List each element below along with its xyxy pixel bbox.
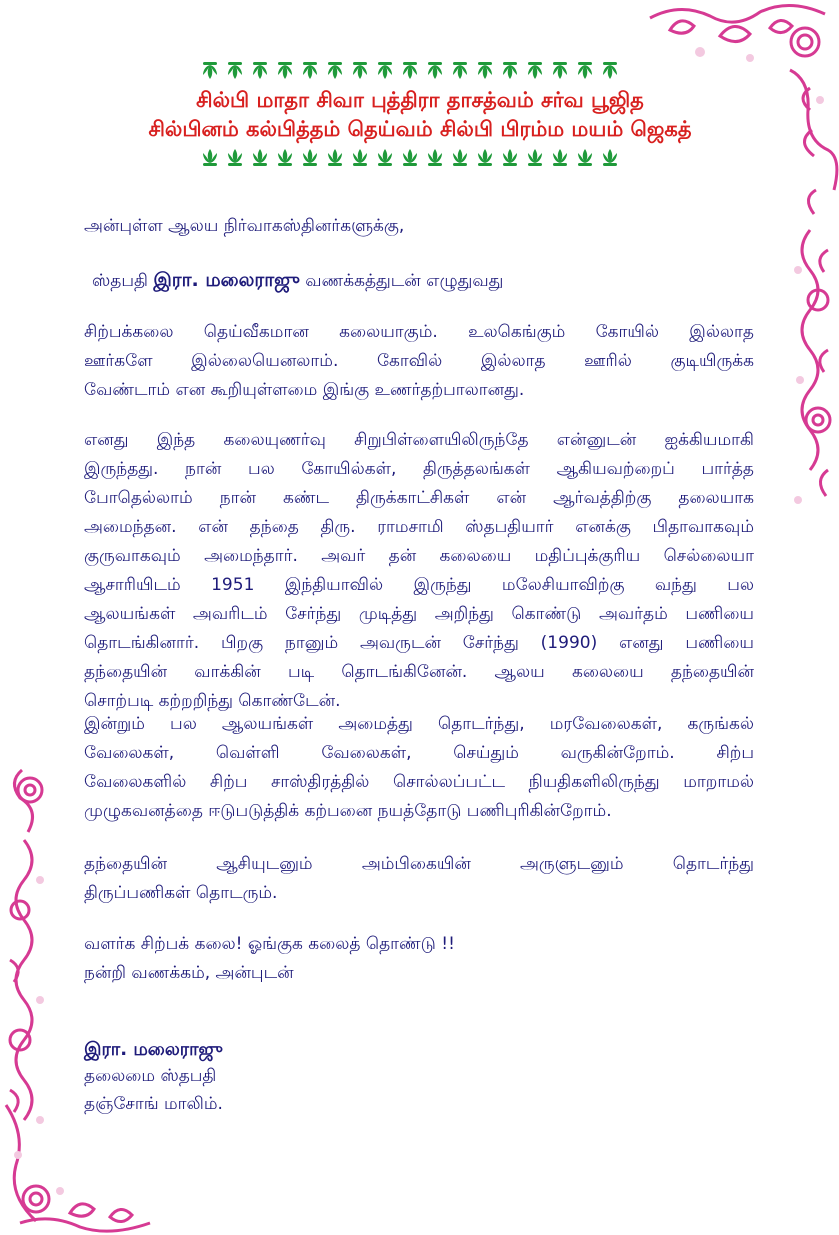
lotus-icon (375, 147, 395, 167)
lotus-icon (525, 147, 545, 167)
paragraph-3 (84, 710, 754, 826)
lotus-icon (250, 147, 270, 167)
intro-suffix: வணக்கத்துடன் எழுதுவது (305, 271, 504, 291)
paragraph-line: எனது இந்த கலையுணர்வு சிறுபிள்ளையிலிருந்தே என்னுடன் ஐக்கியமாகி (84, 430, 754, 450)
paragraph-line: அமைந்தன. என் தந்தை திரு. ராமசாமி ஸ்தபதியார் எனக்கு பிதாவாகவும் (84, 517, 754, 537)
salutation: அன்புள்ள ஆலய நிர்வாகஸ்தினர்களுக்கு, (84, 216, 405, 236)
lotus-icon (450, 147, 470, 167)
lotus-icon (375, 61, 395, 81)
lotus-border-bottom (200, 146, 620, 168)
lotus-icon (250, 61, 270, 81)
paragraph-line: சிற்பக்கலை தெய்வீகமான கலையாகும். உலகெங்கும் கோயில் இல்லாத (84, 322, 754, 342)
paragraph-line: வேலைகளில் சிற்ப சாஸ்திரத்தில் சொல்லப்பட்ட நியதிகளிலிருந்து மாறாமல் (84, 772, 754, 792)
paragraph-4 (84, 850, 754, 908)
lotus-icon (550, 147, 570, 167)
lotus-icon (350, 147, 370, 167)
lotus-icon (200, 147, 220, 167)
header-verse-line-2: சில்பினம் கல்பித்தம் தெய்வம் சில்பி பிரம்ம மயம் ஜெகத் (148, 117, 692, 141)
lotus-icon (425, 147, 445, 167)
header-verse-line-1: சில்பி மாதா சிவா புத்திரா தாசத்வம் சர்வ பூஜித (196, 88, 644, 112)
paragraph-line: ஆலயங்கள் அவரிடம் சேர்ந்து முடித்து அறிந்து கொண்டு அவர்தம் பணியை (84, 604, 754, 624)
closing-line: நன்றி வணக்கம், அன்புடன் (84, 963, 294, 983)
lotus-icon (500, 147, 520, 167)
floral-border-ornament-right (778, 0, 839, 520)
lotus-icon (275, 147, 295, 167)
intro-name: இரா. மலைராஜு (153, 269, 300, 291)
paragraph-line: தந்தையின் ஆசியுடனும் அம்பிகையின் அருளுடனும் தொடர்ந்து (84, 854, 754, 874)
lotus-icon (200, 61, 220, 81)
signature-place: தஞ்சோங் மாலிம். (84, 1094, 223, 1114)
paragraph-line: போதெல்லாம் நான் கண்ட திருக்காட்சிகள் என் ஆர்வத்திற்கு தலையாக (84, 488, 754, 508)
lotus-icon (475, 147, 495, 167)
closing-line: வளர்க சிற்பக் கலை! ஓங்குக கலைத் தொண்டு !! (84, 934, 455, 954)
paragraph-2 (84, 426, 754, 716)
lotus-icon (575, 147, 595, 167)
lotus-icon (300, 147, 320, 167)
paragraph-line: இன்றும் பல ஆலயங்கள் அமைத்து தொடர்ந்து, மரவேலைகள், கருங்கல் (84, 714, 754, 734)
closing-block (84, 930, 754, 988)
lotus-icon (425, 61, 445, 81)
paragraph-line: சொற்படி கற்றறிந்து கொண்டேன். (84, 691, 341, 711)
paragraph-1 (84, 318, 754, 405)
paragraph-line: வேண்டாம் என கூறியுள்ளமை இங்கு உணர்தற்பாலானது. (84, 380, 525, 400)
signature-title: தலைமை ஸ்தபதி (84, 1066, 217, 1086)
intro-prefix: ஸ்தபதி (92, 271, 148, 291)
lotus-icon (350, 61, 370, 81)
lotus-icon (400, 61, 420, 81)
lotus-icon (450, 61, 470, 81)
paragraph-line: முழுகவனத்தை ஈடுபடுத்திக் கற்பனை நயத்தோடு பணிபுரிகின்றோம். (84, 801, 612, 821)
lotus-icon (225, 147, 245, 167)
paragraph-line: இருந்தது. நான் பல கோயில்கள், திருத்தலங்கள் ஆகியவற்றைப் பார்த்த (84, 459, 754, 479)
lotus-icon (550, 61, 570, 81)
lotus-icon (525, 61, 545, 81)
paragraph-line: வேலைகள், வெள்ளி வேலைகள், செய்தும் வருகின்றோம். சிற்ப (84, 743, 754, 763)
lotus-icon (600, 147, 620, 167)
lotus-icon (575, 61, 595, 81)
intro-line (92, 266, 762, 296)
lotus-icon (600, 61, 620, 81)
lotus-icon (500, 61, 520, 81)
lotus-icon (400, 147, 420, 167)
lotus-icon (300, 61, 320, 81)
lotus-icon (225, 61, 245, 81)
lotus-icon (325, 147, 345, 167)
lotus-border-top (200, 60, 620, 82)
signature-name: இரா. மலைராஜு (84, 1039, 223, 1060)
lotus-icon (475, 61, 495, 81)
paragraph-line: ஊர்களே இல்லையெனலாம். கோவில் இல்லாத ஊரில் குடியிருக்க (84, 351, 754, 371)
paragraph-line: தந்தையின் வாக்கின் படி தொடங்கினேன். ஆலய கலையை தந்தையின் (84, 662, 754, 682)
paragraph-line: குருவாகவும் அமைந்தார். அவர் தன் கலையை மதிப்புக்குரிய செல்லையா (84, 546, 754, 566)
paragraph-line: திருப்பணிகள் தொடரும். (84, 883, 278, 903)
paragraph-line: ஆசாரியிடம் 1951 இந்தியாவில் இருந்து மலேசியாவிற்கு வந்து பல (84, 575, 754, 595)
lotus-icon (275, 61, 295, 81)
lotus-icon (325, 61, 345, 81)
paragraph-line: தொடங்கினார். பிறகு நானும் அவருடன் சேர்ந்து (1990) எனது பணியை (84, 633, 754, 653)
